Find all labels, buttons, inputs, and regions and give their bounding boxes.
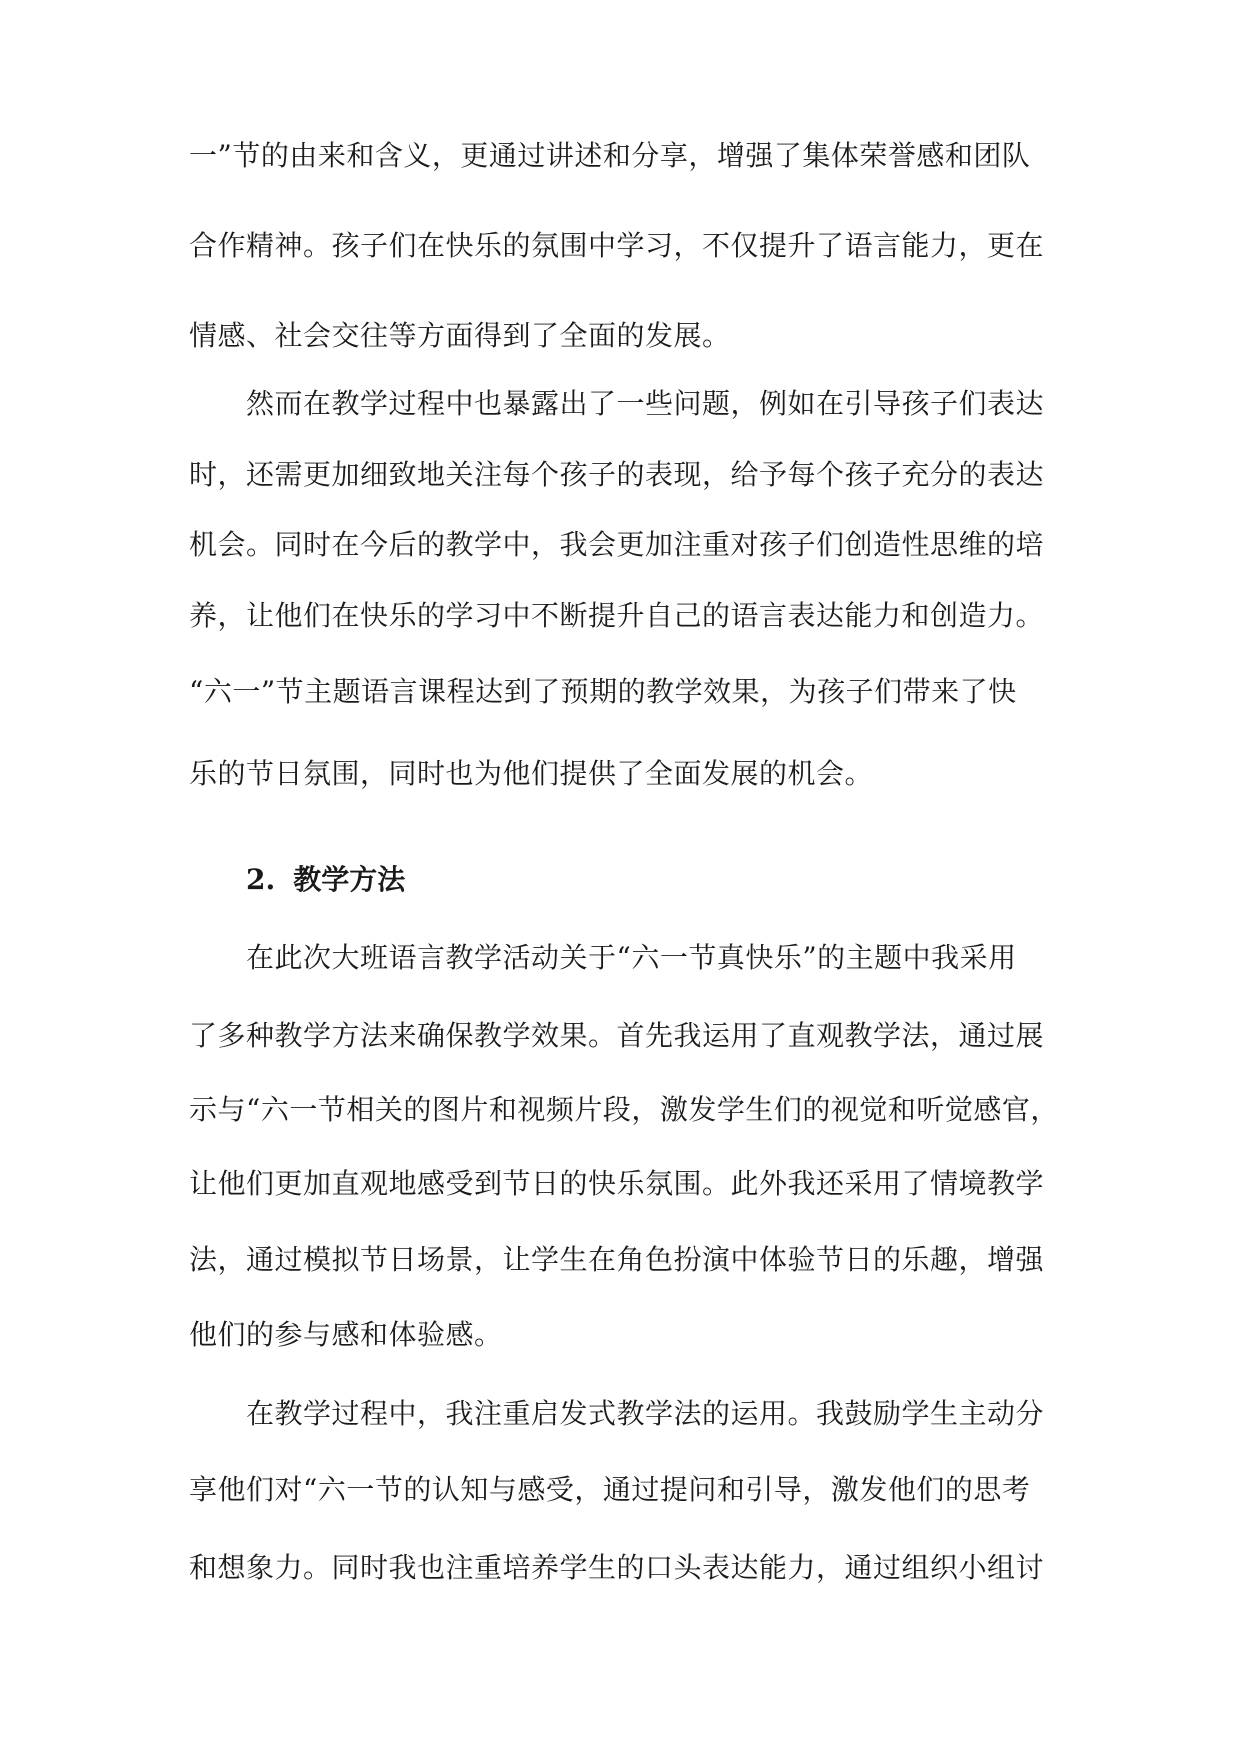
- text-line: 享他们对“六一节的认知与感受，通过提问和引导，激发他们的思考: [189, 1473, 1031, 1506]
- text-line: 法，通过模拟节日场景，让学生在角色扮演中体验节日的乐趣，增强: [189, 1243, 1045, 1276]
- text-line: 让他们更加直观地感受到节日的快乐氛围。此外我还采用了情境教学: [189, 1167, 1045, 1200]
- text-line: 在教学过程中，我注重启发式教学法的运用。我鼓励学生主动分: [246, 1397, 1045, 1430]
- text-line: 示与“六一节相关的图片和视频片段，激发学生们的视觉和听觉感官，: [189, 1093, 1059, 1126]
- text-line: 时，还需更加细致地关注每个孩子的表现，给予每个孩子充分的表达: [189, 458, 1045, 491]
- text-line: 情感、社会交往等方面得到了全面的发展。: [189, 319, 731, 352]
- text-line: 他们的参与感和体验感。: [189, 1318, 503, 1351]
- section-title: 教学方法: [293, 863, 406, 896]
- text-line: 合作精神。孩子们在快乐的氛围中学习，不仅提升了语言能力，更在: [189, 229, 1045, 262]
- text-line: 了多种教学方法来确保教学效果。首先我运用了直观教学法，通过展: [189, 1019, 1045, 1052]
- section-number: 2.: [246, 863, 276, 896]
- text-line: 在此次大班语言教学活动关于“六一节真快乐”的主题中我采用: [246, 941, 1017, 974]
- text-line: 和想象力。同时我也注重培养学生的口头表达能力，通过组织小组讨: [189, 1551, 1045, 1584]
- text-line: 养，让他们在快乐的学习中不断提升自己的语言表达能力和创造力。: [189, 599, 1045, 632]
- text-line: “六一”节主题语言课程达到了预期的教学效果，为孩子们带来了快: [189, 675, 1017, 708]
- text-line: 一”节的由来和含义，更通过讲述和分享，增强了集体荣誉感和团队: [189, 139, 1031, 172]
- text-line: 乐的节日氛围，同时也为他们提供了全面发展的机会。: [189, 757, 874, 790]
- text-line: 然而在教学过程中也暴露出了一些问题，例如在引导孩子们表达: [246, 387, 1045, 420]
- text-line: 机会。同时在今后的教学中，我会更加注重对孩子们创造性思维的培: [189, 528, 1045, 561]
- section-heading: [246, 860, 405, 900]
